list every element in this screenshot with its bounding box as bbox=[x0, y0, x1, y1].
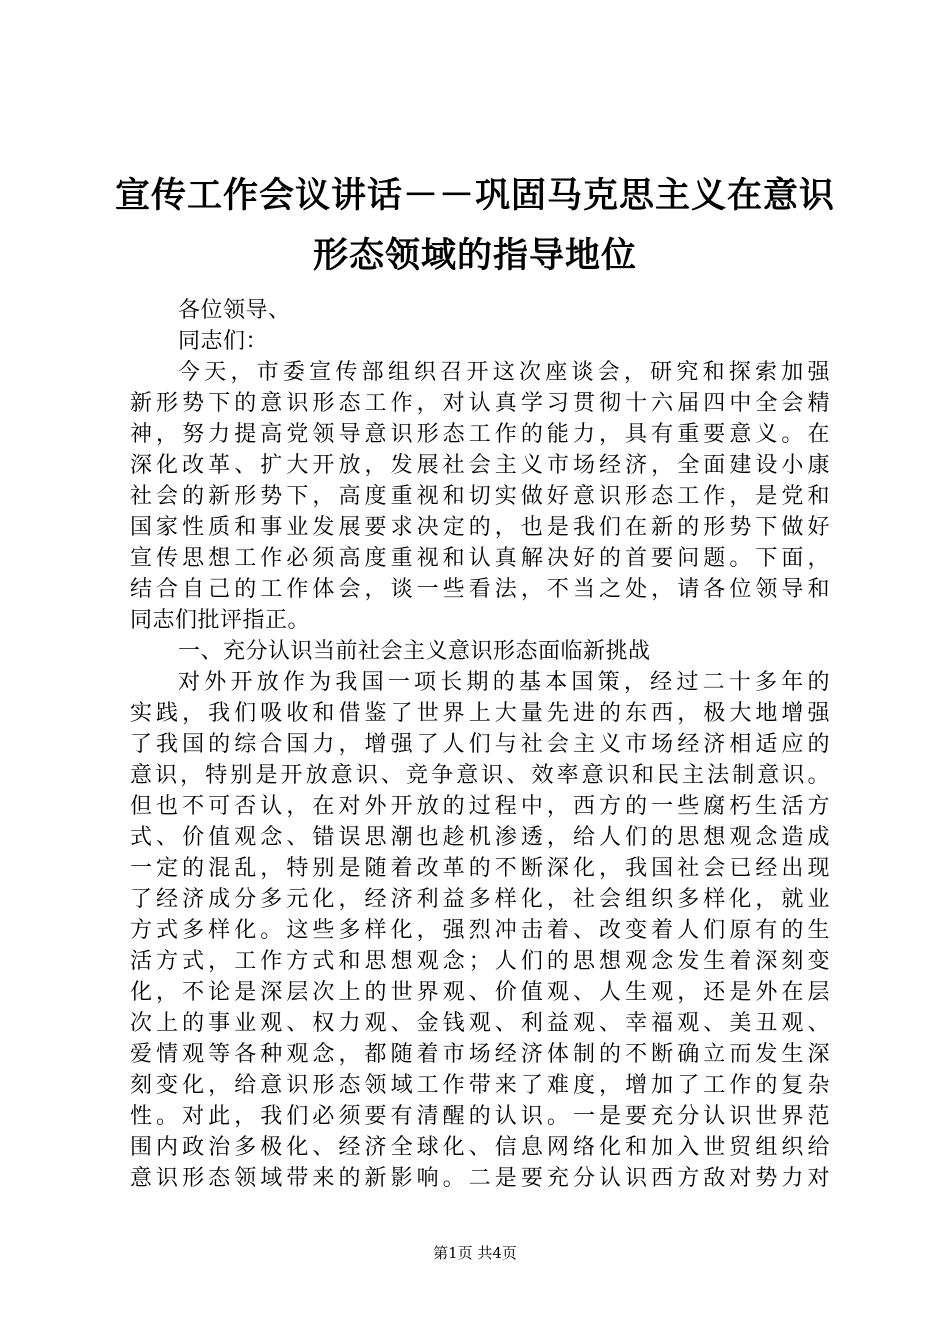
salutation-line: 各位领导、 bbox=[178, 298, 291, 323]
body-line: 但也不可否认，在对外开放的过程中，西方的一些腐朽生活方 bbox=[130, 794, 830, 819]
body-line: 一定的混乱，特别是随着改革的不断深化，我国社会已经出现 bbox=[130, 856, 830, 881]
body-line: 化，不论是深层次上的世界观、价值观、人生观，还是外在层 bbox=[130, 980, 830, 1005]
body-line: 次上的事业观、权力观、金钱观、利益观、幸福观、美丑观、 bbox=[130, 1011, 830, 1036]
body-line: 结合自己的工作体会，谈一些看法，不当之处，请各位领导和 bbox=[130, 577, 830, 602]
page-footer: 第1页 共4页 bbox=[433, 1244, 517, 1262]
document-title bbox=[110, 166, 840, 286]
body-line: 刻变化，给意识形态领域工作带来了难度，增加了工作的复杂 bbox=[130, 1073, 830, 1098]
body-line: 活方式，工作方式和思想观念；人们的思想观念发生着深刻变 bbox=[130, 949, 830, 974]
body-line: 意识形态领域带来的新影响。二是要充分认识西方敌对势力对 bbox=[130, 1166, 830, 1191]
body-line: 围内政治多极化、经济全球化、信息网络化和加入世贸组织给 bbox=[130, 1135, 830, 1160]
body-line: 对外开放作为我国一项长期的基本国策，经过二十多年的 bbox=[178, 670, 830, 695]
body-line: 国家性质和事业发展要求决定的，也是我们在新的形势下做好 bbox=[130, 515, 830, 540]
body-line: 了经济成分多元化，经济利益多样化，社会组织多样化，就业 bbox=[130, 887, 830, 912]
body-line: 今天，市委宣传部组织召开这次座谈会，研究和探索加强 bbox=[178, 360, 830, 385]
salutation-line: 同志们： bbox=[178, 329, 269, 354]
body-line: 式、价值观念、错误思潮也趁机渗透，给人们的思想观念造成 bbox=[130, 825, 830, 850]
section-heading: 一、充分认识当前社会主义意识形态面临新挑战 bbox=[178, 639, 651, 664]
body-line: 性。对此，我们必须要有清醒的认识。一是要充分认识世界范 bbox=[130, 1104, 830, 1129]
body-line: 方式多样化。这些多样化，强烈冲击着、改变着人们原有的生 bbox=[130, 918, 830, 943]
body-line: 社会的新形势下，高度重视和切实做好意识形态工作，是党和 bbox=[130, 484, 830, 509]
body-line: 新形势下的意识形态工作，对认真学习贯彻十六届四中全会精 bbox=[130, 391, 830, 416]
body-line: 实践，我们吸收和借鉴了世界上大量先进的东西，极大地增强 bbox=[130, 701, 830, 726]
body-line: 同志们批评指正。 bbox=[130, 608, 311, 633]
body-line: 神，努力提高党领导意识形态工作的能力，具有重要意义。在 bbox=[130, 422, 830, 447]
body-line: 意识，特别是开放意识、竞争意识、效率意识和民主法制意识。 bbox=[130, 763, 830, 788]
body-line: 了我国的综合国力，增强了人们与社会主义市场经济相适应的 bbox=[130, 732, 830, 757]
title-line-2: 形态领域的指导地位 bbox=[312, 235, 637, 276]
body-line: 深化改革、扩大开放，发展社会主义市场经济，全面建设小康 bbox=[130, 453, 830, 478]
document-body bbox=[130, 295, 830, 1194]
title-line-1: 宣传工作会议讲话－－巩固马克思主义在意识 bbox=[114, 175, 835, 216]
body-line: 爱情观等各种观念，都随着市场经济体制的不断确立而发生深 bbox=[130, 1042, 830, 1067]
body-line: 宣传思想工作必须高度重视和认真解决好的首要问题。下面， bbox=[130, 546, 830, 571]
